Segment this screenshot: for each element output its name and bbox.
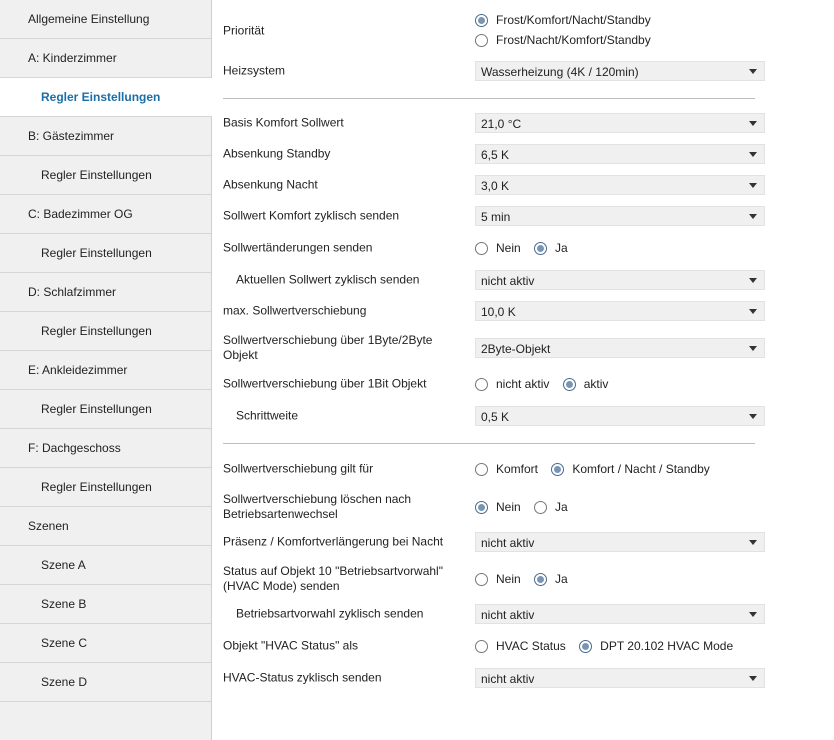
radio-unselected-icon[interactable]	[475, 242, 488, 255]
radio-selected-icon[interactable]	[551, 463, 564, 476]
hvac-status-zyklisch-label: HVAC-Status zyklisch senden	[223, 670, 382, 685]
status-objekt10-label: Status auf Objekt 10 "Betriebsartvorwahl" (HVAC Mode) senden	[223, 564, 443, 593]
settings-panel	[212, 0, 834, 740]
radio-selected-icon[interactable]	[534, 573, 547, 586]
option-label: Nein	[496, 572, 521, 586]
dropdown-value: nicht aktiv	[481, 536, 535, 550]
praesenz-label: Präsenz / Komfortverlängerung bei Nacht	[223, 534, 444, 549]
praesenz-dropdown[interactable]	[475, 532, 765, 552]
option-dpt-hvac-mode[interactable]	[579, 636, 733, 656]
dropdown-value: 6,5 K	[481, 148, 510, 162]
option-komfort-nacht-standby[interactable]	[551, 459, 709, 479]
basis-komfort-label: Basis Komfort Sollwert	[223, 115, 344, 130]
aktuellen-sollwert-label: Aktuellen Sollwert zyklisch senden	[236, 272, 420, 287]
sollwertaenderungen-radio-group	[475, 238, 578, 258]
radio-unselected-icon[interactable]	[475, 640, 488, 653]
sidebar-item-szene-a[interactable]: Szene A	[0, 546, 211, 585]
status-objekt10-radio-group	[475, 569, 578, 589]
option-label: Frost/Nacht/Komfort/Standby	[496, 33, 651, 47]
chevron-down-icon	[749, 612, 757, 617]
row-verschiebung-byte	[223, 332, 755, 364]
row-absenkung-standby	[223, 143, 755, 165]
dropdown-value: nicht aktiv	[481, 274, 535, 288]
chevron-down-icon	[749, 214, 757, 219]
option-label: HVAC Status	[496, 639, 566, 653]
option-label: Komfort	[496, 462, 539, 476]
dropdown-value: Wasserheizung (4K / 120min)	[481, 65, 639, 79]
radio-selected-icon[interactable]	[475, 501, 488, 514]
absenkung-nacht-dropdown[interactable]	[475, 175, 765, 195]
option-label: aktiv	[583, 377, 609, 391]
row-prioritaet	[223, 10, 755, 52]
sidebar-item-ankleidezimmer-regler[interactable]: Regler Einstellungen	[0, 390, 211, 429]
row-praesenz	[223, 531, 755, 553]
radio-unselected-icon[interactable]	[534, 501, 547, 514]
absenkung-standby-dropdown[interactable]	[475, 144, 765, 164]
row-schrittweite	[223, 405, 755, 427]
sidebar-item-szene-d[interactable]: Szene D	[0, 663, 211, 702]
chevron-down-icon	[749, 121, 757, 126]
sidebar-item-dachgeschoss-regler[interactable]: Regler Einstellungen	[0, 468, 211, 507]
dropdown-value: 3,0 K	[481, 179, 510, 193]
dropdown-value: 5 min	[481, 210, 511, 224]
row-verschiebung-gilt	[223, 458, 755, 480]
prioritaet-option-2[interactable]	[475, 30, 651, 50]
row-max-verschiebung	[223, 300, 755, 322]
radio-selected-icon[interactable]	[475, 14, 488, 27]
heizsystem-dropdown[interactable]	[475, 61, 765, 81]
chevron-down-icon	[749, 309, 757, 314]
sollwert-zyklisch-label: Sollwert Komfort zyklisch senden	[223, 208, 400, 223]
chevron-down-icon	[749, 183, 757, 188]
hvac-status-zyklisch-dropdown[interactable]	[475, 668, 765, 688]
sidebar-item-szene-c[interactable]: Szene C	[0, 624, 211, 663]
betriebsartvorwahl-zyklisch-dropdown[interactable]	[475, 604, 765, 624]
chevron-down-icon	[749, 69, 757, 74]
verschiebung-gilt-label: Sollwertverschiebung gilt für	[223, 461, 374, 476]
chevron-down-icon	[749, 676, 757, 681]
option-label: Ja	[555, 572, 568, 586]
schrittweite-label: Schrittweite	[236, 408, 299, 423]
row-sollwert-zyklisch	[223, 205, 755, 227]
row-verschiebung-bit	[223, 373, 755, 395]
option-nicht-aktiv[interactable]	[475, 374, 549, 394]
option-nein[interactable]	[475, 497, 521, 517]
sidebar-item-schlafzimmer[interactable]: D: Schlafzimmer	[0, 273, 211, 312]
sidebar-item-gaestezimmer-regler[interactable]: Regler Einstellungen	[0, 156, 211, 195]
heizsystem-label: Heizsystem	[223, 63, 286, 78]
objekt-hvac-status-label: Objekt "HVAC Status" als	[223, 638, 359, 653]
basis-komfort-dropdown[interactable]	[475, 113, 765, 133]
option-label: Frost/Komfort/Nacht/Standby	[496, 13, 651, 27]
row-aktuellen-sollwert	[223, 269, 755, 291]
prioritaet-label: Priorität	[223, 23, 265, 38]
radio-selected-icon[interactable]	[579, 640, 592, 653]
verschiebung-gilt-radio-group	[475, 459, 720, 479]
option-ja[interactable]	[534, 238, 568, 258]
divider	[223, 98, 755, 99]
max-verschiebung-label: max. Sollwertverschiebung	[223, 303, 367, 318]
option-label: Ja	[555, 500, 568, 514]
aktuellen-sollwert-dropdown[interactable]	[475, 270, 765, 290]
dropdown-value: 10,0 K	[481, 305, 516, 319]
sidebar-item-kinderzimmer-regler[interactable]: Regler Einstellungen	[0, 78, 212, 117]
option-label: Nein	[496, 241, 521, 255]
verschiebung-loeschen-label: Sollwertverschiebung löschen nach Betriebsartenwechsel	[223, 492, 412, 521]
radio-unselected-icon[interactable]	[475, 34, 488, 47]
row-heizsystem	[223, 60, 755, 82]
radio-selected-icon[interactable]	[534, 242, 547, 255]
option-label: DPT 20.102 HVAC Mode	[600, 639, 734, 653]
row-status-objekt10	[223, 562, 755, 596]
radio-unselected-icon[interactable]	[475, 463, 488, 476]
verschiebung-loeschen-radio-group	[475, 497, 578, 517]
sidebar-item-allgemeine-einstellung[interactable]: Allgemeine Einstellung	[0, 0, 211, 39]
row-objekt-hvac-status	[223, 635, 755, 657]
sidebar-item-schlafzimmer-regler[interactable]: Regler Einstellungen	[0, 312, 211, 351]
sidebar-item-gaestezimmer[interactable]: B: Gästezimmer	[0, 117, 211, 156]
absenkung-nacht-label: Absenkung Nacht	[223, 177, 318, 192]
absenkung-standby-label: Absenkung Standby	[223, 146, 331, 161]
sidebar	[0, 0, 212, 740]
option-ja[interactable]	[534, 569, 568, 589]
betriebsartvorwahl-zyklisch-label: Betriebsartvorwahl zyklisch senden	[236, 606, 424, 621]
verschiebung-byte-label: Sollwertverschiebung über 1Byte/2Byte Objekt	[223, 333, 433, 362]
row-basis-komfort	[223, 112, 755, 134]
option-ja[interactable]	[534, 497, 568, 517]
dropdown-value: 2Byte-Objekt	[481, 342, 551, 356]
option-aktiv[interactable]	[563, 374, 609, 394]
option-hvac-status[interactable]	[475, 636, 566, 656]
sidebar-item-ankleidezimmer[interactable]: E: Ankleidezimmer	[0, 351, 211, 390]
row-betriebsartvorwahl-zyklisch	[223, 603, 755, 625]
row-absenkung-nacht	[223, 174, 755, 196]
dropdown-value: 21,0 °C	[481, 117, 522, 131]
schrittweite-dropdown[interactable]	[475, 406, 765, 426]
chevron-down-icon	[749, 540, 757, 545]
row-verschiebung-loeschen	[223, 490, 755, 524]
dropdown-value: nicht aktiv	[481, 672, 535, 686]
sidebar-item-szene-b[interactable]: Szene B	[0, 585, 211, 624]
chevron-down-icon	[749, 278, 757, 283]
option-nein[interactable]	[475, 569, 521, 589]
divider	[223, 443, 755, 444]
sollwert-zyklisch-dropdown[interactable]	[475, 206, 765, 226]
verschiebung-bit-radio-group	[475, 374, 618, 394]
sidebar-item-badezimmer-og[interactable]: C: Badezimmer OG	[0, 195, 211, 234]
chevron-down-icon	[749, 414, 757, 419]
row-hvac-status-zyklisch	[223, 667, 755, 689]
option-nein[interactable]	[475, 238, 521, 258]
option-komfort[interactable]	[475, 459, 538, 479]
prioritaet-radio-group	[475, 10, 661, 50]
option-label: Komfort / Nacht / Standby	[572, 462, 710, 476]
dropdown-value: nicht aktiv	[481, 608, 535, 622]
radio-unselected-icon[interactable]	[475, 573, 488, 586]
row-sollwertaenderungen	[223, 237, 755, 259]
radio-selected-icon[interactable]	[563, 378, 576, 391]
option-label: nicht aktiv	[496, 377, 550, 391]
verschiebung-bit-label: Sollwertverschiebung über 1Bit Objekt	[223, 376, 427, 391]
verschiebung-byte-dropdown[interactable]	[475, 338, 765, 358]
objekt-hvac-status-radio-group	[475, 636, 743, 656]
option-label: Nein	[496, 500, 521, 514]
radio-unselected-icon[interactable]	[475, 378, 488, 391]
prioritaet-option-1[interactable]	[475, 10, 651, 30]
sollwertaenderungen-label: Sollwertänderungen senden	[223, 240, 373, 255]
sidebar-item-kinderzimmer[interactable]: A: Kinderzimmer	[0, 39, 211, 78]
dropdown-value: 0,5 K	[481, 410, 510, 424]
sidebar-item-dachgeschoss[interactable]: F: Dachgeschoss	[0, 429, 211, 468]
option-label: Ja	[555, 241, 568, 255]
chevron-down-icon	[749, 152, 757, 157]
chevron-down-icon	[749, 346, 757, 351]
max-verschiebung-dropdown[interactable]	[475, 301, 765, 321]
sidebar-item-badezimmer-regler[interactable]: Regler Einstellungen	[0, 234, 211, 273]
sidebar-item-szenen[interactable]: Szenen	[0, 507, 211, 546]
